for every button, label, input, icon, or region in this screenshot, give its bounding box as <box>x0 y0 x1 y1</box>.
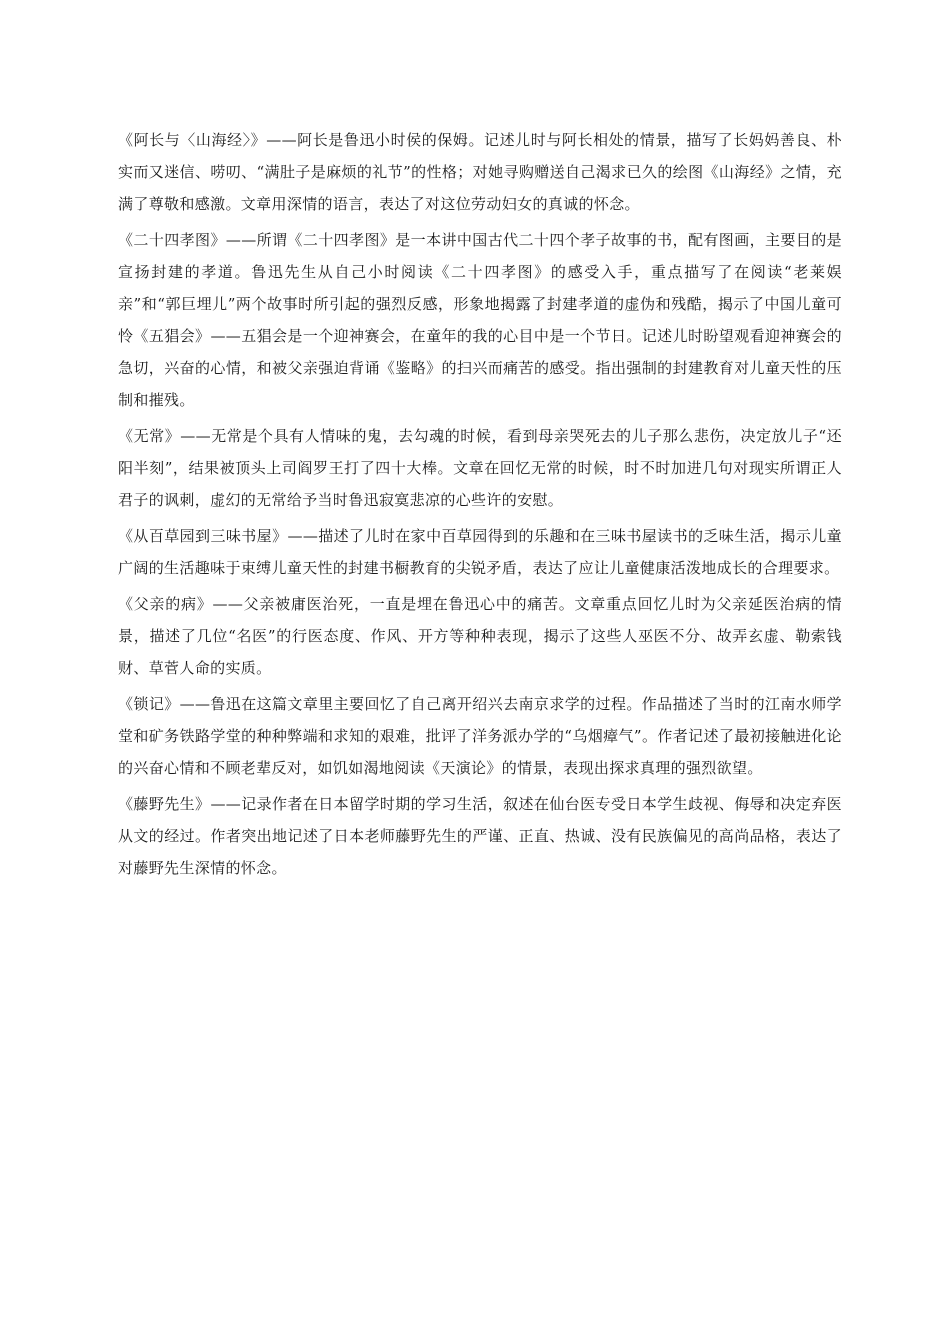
paragraph-twenty-four-filial-piety: 《二十四孝图》——所谓《二十四孝图》是一本讲中国古代二十四个孝子故事的书，配有图画，主要目的是宣扬封建的孝道。鲁迅先生从自己小时阅读《二十四孝图》的感受入手，重点描写了在阅读“老莱娱亲”和“郭巨埋儿”两个故事时所引起的强烈反感，形象地揭露了封建孝道的虚伪和残酷，揭示了中国儿童可怜《五猖会》——五猖会是一个迎神赛会，在童年的我的心目中是一个节日。记述儿时盼望观看迎神赛会的急切，兴奋的心情，和被父亲强迫背诵《鉴略》的扫兴而痛苦的感受。指出强制的封建教育对儿童天性的压制和摧残。 <box>118 231 842 409</box>
paragraph-father-illness: 《父亲的病》——父亲被庸医治死，一直是埋在鲁迅心中的痛苦。文章重点回忆儿时为父亲延医治病的情景，描述了几位“名医”的行医态度、作风、开方等种种表现，揭示了这些人巫医不分、故弄玄虚、勒索钱财、草菅人命的实质。 <box>118 595 842 677</box>
paragraph-wuchang: 《无常》——无常是个具有人情味的鬼，去勾魂的时候，看到母亲哭死去的儿子那么悲伤，决定放儿子“还阳半刻”，结果被顶头上司阎罗王打了四十大棒。文章在回忆无常的时候，时不时加进几句对现实所谓正人君子的讽刺，虚幻的无常给予当时鲁迅寂寞悲凉的心些许的安慰。 <box>118 427 842 509</box>
document-body <box>118 124 842 888</box>
paragraph-a-chang: 《阿长与〈山海经〉》——阿长是鲁迅小时侯的保姆。记述儿时与阿长相处的情景，描写了长妈妈善良、朴实而又迷信、唠叨、“满肚子是麻烦的礼节”的性格；对她寻购赠送自己渴求已久的绘图《山海经》之情，充满了尊敬和感激。文章用深情的语言，表达了对这位劳动妇女的真诚的怀念。 <box>118 131 842 213</box>
paragraph-baicaoyuan: 《从百草园到三味书屋》——描述了儿时在家中百草园得到的乐趣和在三味书屋读书的乏味生活，揭示儿童广阔的生活趣味于束缚儿童天性的封建书橱教育的尖锐矛盾，表达了应让儿童健康活泼地成长的合理要求。 <box>118 527 842 577</box>
paragraph-fujino: 《藤野先生》——记录作者在日本留学时期的学习生活，叙述在仙台医专受日本学生歧视、侮辱和决定弃医从文的经过。作者突出地记述了日本老师藤野先生的严谨、正直、热诚、没有民族偏见的高尚品格，表达了对藤野先生深情的怀念。 <box>118 795 842 877</box>
paragraph-suoji: 《锁记》——鲁迅在这篇文章里主要回忆了自己离开绍兴去南京求学的过程。作品描述了当时的江南水师学堂和矿务铁路学堂的种种弊端和求知的艰难，批评了洋务派办学的“乌烟瘴气”。作者记述了最初接触进化论的兴奋心情和不顾老辈反对，如饥如渴地阅读《天演论》的情景，表现出探求真理的强烈欲望。 <box>118 695 842 777</box>
